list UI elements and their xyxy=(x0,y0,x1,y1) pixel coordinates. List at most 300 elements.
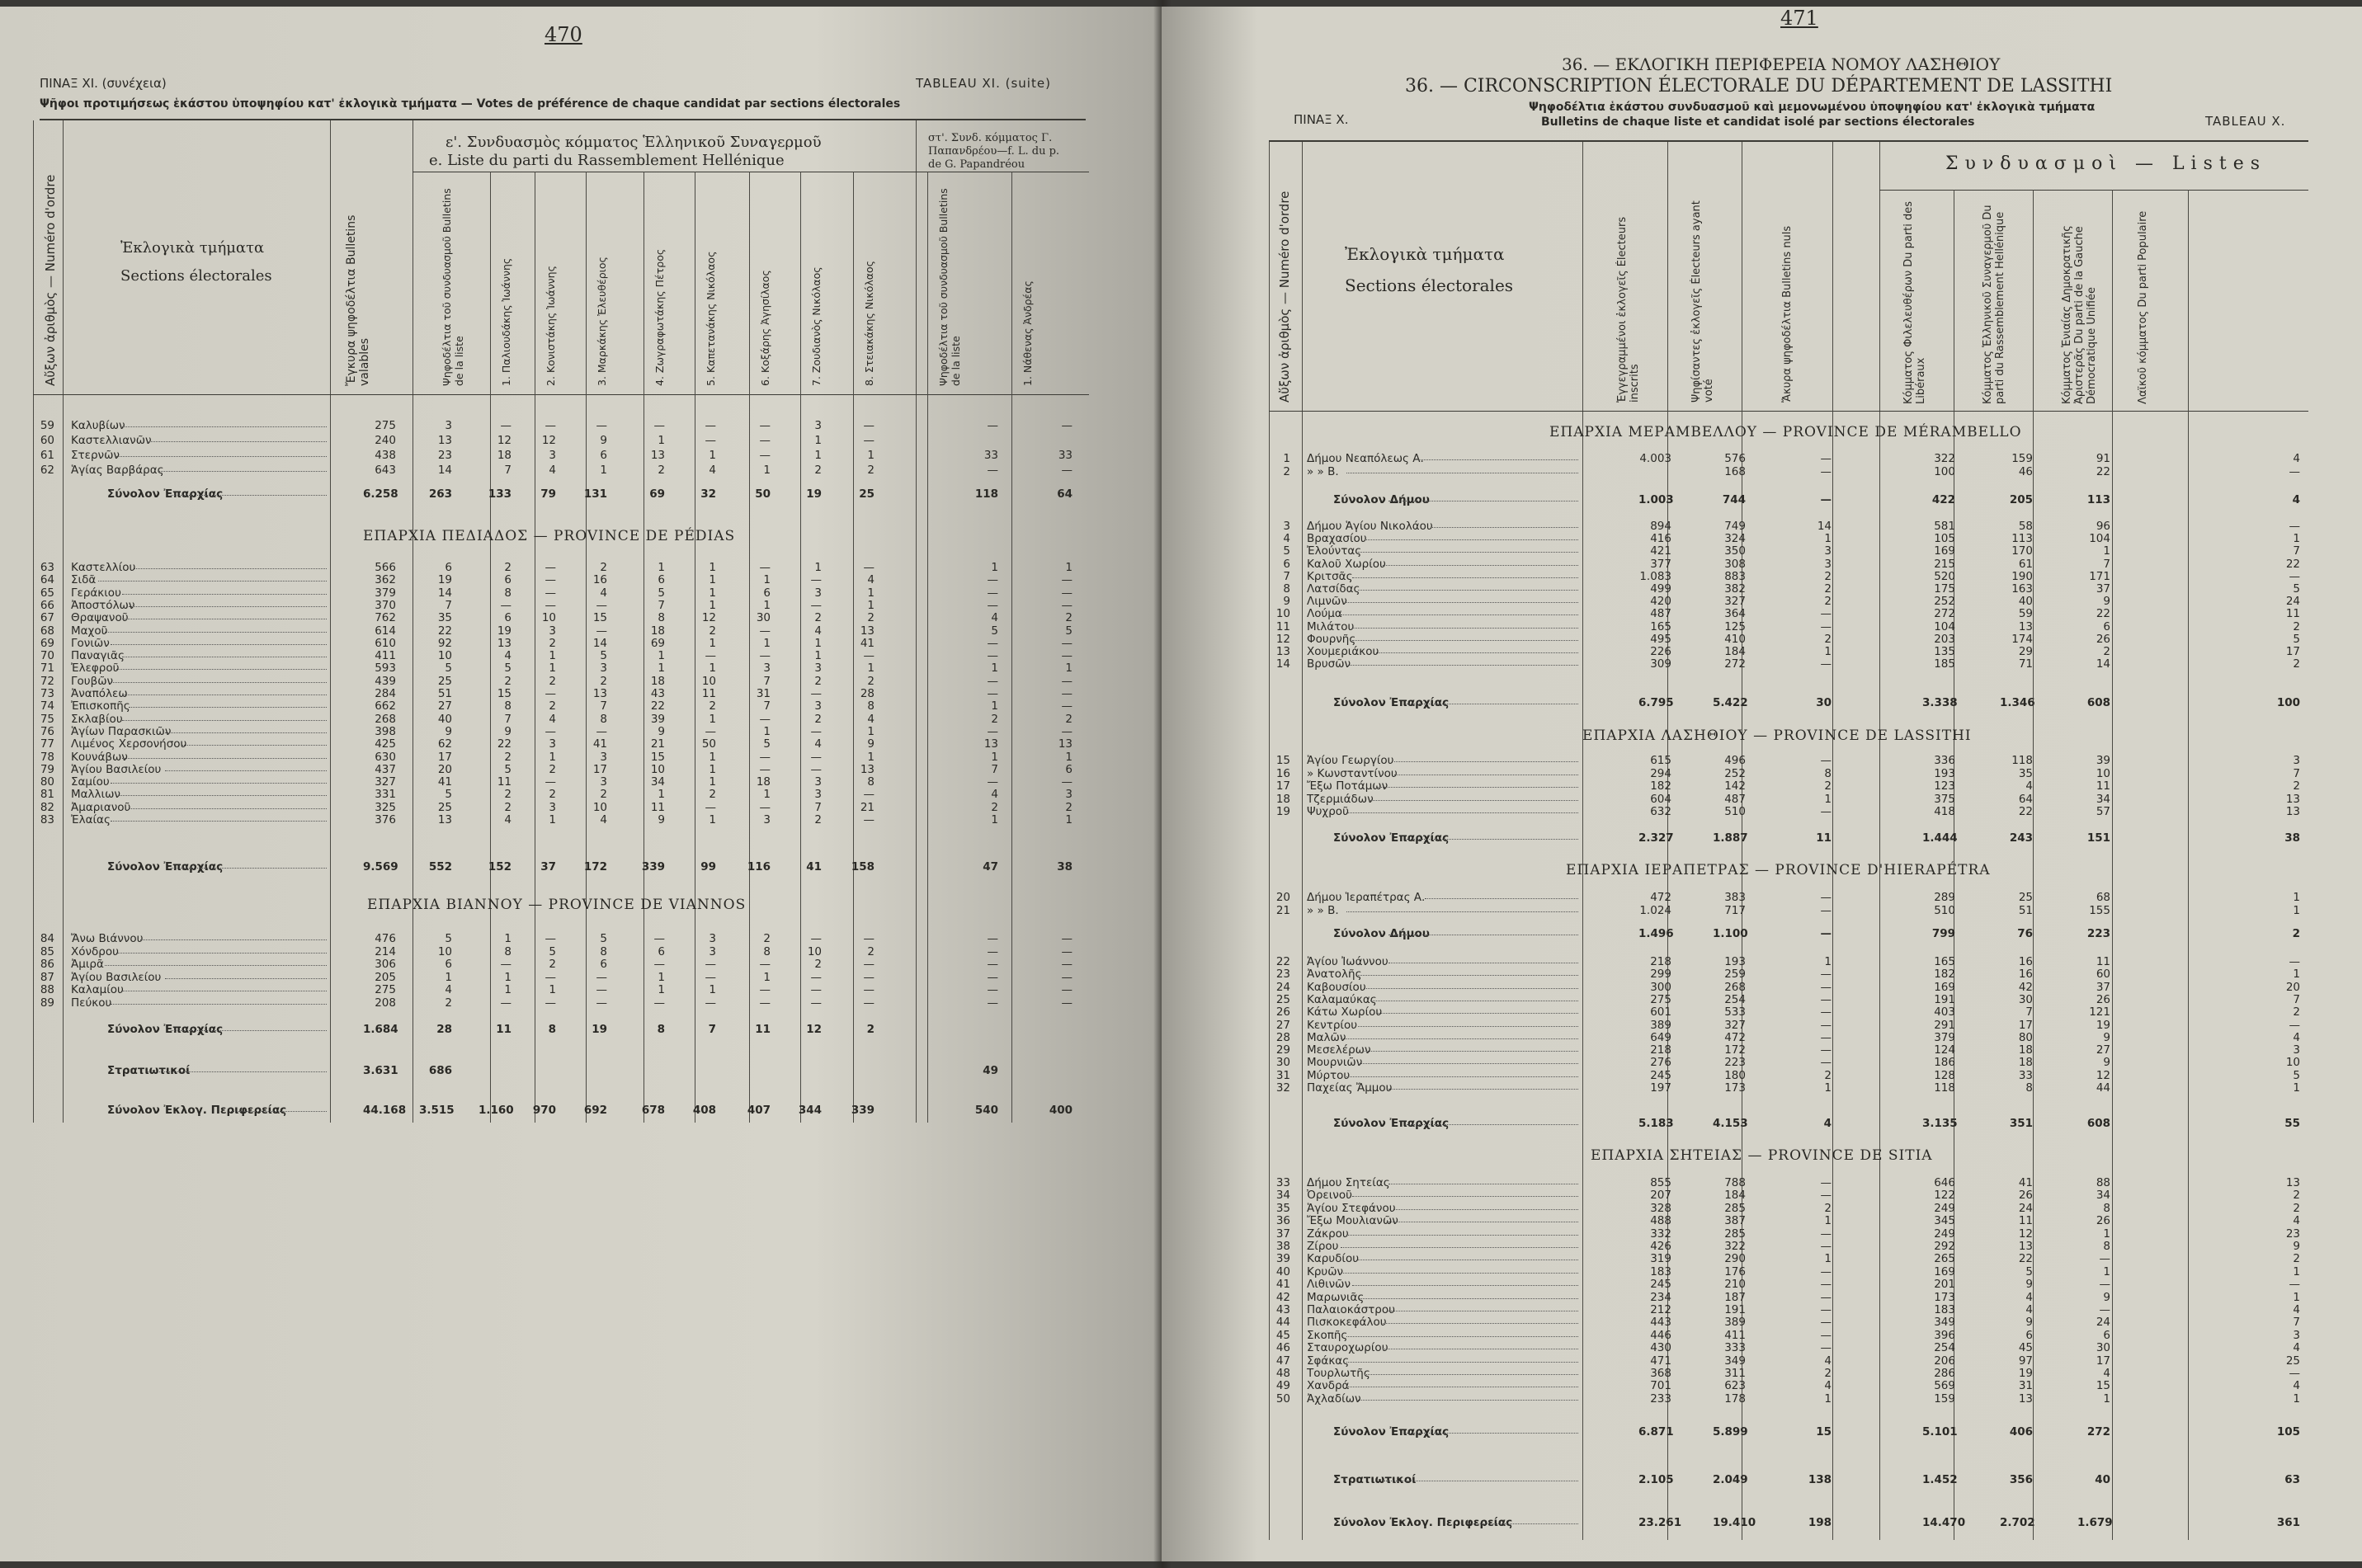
cell-value: 12 xyxy=(806,1023,822,1036)
section-name: Ἁγίου Γεωργίου xyxy=(1307,754,1394,767)
cell-value: 632 xyxy=(1650,805,1671,818)
cell-value: 8 xyxy=(658,611,665,625)
leader-dots xyxy=(231,1111,327,1112)
cell-value: — xyxy=(1820,1176,1832,1189)
cell-value: — xyxy=(705,434,716,447)
row-number: 61 xyxy=(40,449,54,462)
cell-value: 349 xyxy=(1934,1316,1955,1330)
cell-value: 717 xyxy=(1724,903,1746,917)
cell-value: — xyxy=(987,932,998,945)
row-number: 75 xyxy=(40,712,54,726)
cell-value: 11 xyxy=(497,775,512,789)
cell-value: — xyxy=(1061,944,1073,958)
cell-value: 2 xyxy=(2103,645,2110,658)
cell-value: 749 xyxy=(1724,520,1746,533)
cell-value: 193 xyxy=(1724,955,1746,968)
cell-value: 3.135 xyxy=(1922,1117,1958,1130)
page-number: 471 xyxy=(1780,7,1818,30)
cell-value: 9 xyxy=(504,724,512,738)
cell-value: 496 xyxy=(1724,754,1746,767)
province-heading: ΕΠΑΡΧΙΑ ΜΕΡΑΜΒΕΛΛΟΥ — PROVINCE DE MÉRAMBELLO xyxy=(1549,424,2022,440)
cell-value: 38 xyxy=(2284,831,2300,845)
cell-value: — xyxy=(1061,996,1073,1010)
cell-value: 418 xyxy=(1934,805,1955,818)
cell-value: 2 xyxy=(1824,1367,1832,1380)
cell-value: 8 xyxy=(1824,766,1832,780)
cell-value: 2 xyxy=(445,996,452,1010)
row-number: 79 xyxy=(40,762,54,776)
cell-value: — xyxy=(705,419,716,432)
cell-value: 2 xyxy=(814,674,822,688)
leader-dots xyxy=(122,720,327,721)
section-name: Κριτσᾶς xyxy=(1307,569,1353,583)
cell-value: — xyxy=(1061,636,1073,650)
cell-value: 69 xyxy=(650,636,665,650)
cell-value: 22 xyxy=(2096,465,2110,478)
leader-dots xyxy=(1425,898,1578,899)
cell-value: — xyxy=(759,800,771,814)
leader-dots xyxy=(165,732,328,733)
col-line xyxy=(33,120,34,1123)
cell-value: 240 xyxy=(375,434,396,447)
cell-value: — xyxy=(1820,1303,1832,1316)
cell-value: — xyxy=(759,624,771,638)
cell-value: 7 xyxy=(708,1023,716,1036)
cell-value: — xyxy=(545,598,556,612)
cell-value: 37 xyxy=(540,860,556,873)
cell-value: 533 xyxy=(1724,1005,1746,1019)
cell-value: 35 xyxy=(2018,766,2033,780)
rule xyxy=(1879,190,2308,191)
cell-value: 1 xyxy=(709,712,716,726)
cell-value: 31 xyxy=(2018,1379,2033,1393)
cell-value: 576 xyxy=(1724,452,1746,465)
row-number: 66 xyxy=(40,598,54,612)
cell-value: 14.470 xyxy=(1922,1516,1966,1529)
row-number: 43 xyxy=(1275,1303,1290,1316)
cell-value: 1 xyxy=(991,699,998,713)
cell-value: — xyxy=(810,724,822,738)
cell-value: — xyxy=(1820,465,1832,478)
row-number: 87 xyxy=(40,970,54,984)
cell-value: — xyxy=(863,970,875,984)
cell-value: 4 xyxy=(2293,452,2300,465)
cell-value: — xyxy=(987,724,998,738)
cell-value: — xyxy=(2289,955,2300,968)
section-name: Καβουσίου xyxy=(1307,980,1366,994)
cell-value: 33 xyxy=(1058,449,1073,462)
cell-value: 39 xyxy=(2096,754,2110,767)
cell-value: — xyxy=(1061,573,1073,587)
cell-value: 5 xyxy=(445,788,452,802)
cell-value: — xyxy=(1820,968,1832,982)
cell-value: 2.049 xyxy=(1713,1473,1748,1486)
cell-value: 1 xyxy=(709,586,716,600)
cell-value: 3 xyxy=(549,737,556,751)
cell-value: 7 xyxy=(600,699,607,713)
cell-value: 44 xyxy=(2096,1081,2110,1095)
cell-value: 4 xyxy=(504,649,512,663)
cell-value: 2 xyxy=(549,958,556,971)
cell-value: 2 xyxy=(709,788,716,802)
leader-dots xyxy=(1346,1235,1578,1236)
section-name: Ἀμαριανοῦ xyxy=(71,800,131,814)
row-number: 22 xyxy=(1275,955,1290,968)
cell-value: 443 xyxy=(1650,1316,1671,1330)
cell-value: — xyxy=(987,598,998,612)
cell-value: 2 xyxy=(1824,632,1832,646)
cell-value: 1 xyxy=(504,983,512,996)
cell-value: 7 xyxy=(445,598,452,612)
cell-value: 226 xyxy=(1650,645,1671,658)
cell-value: 7 xyxy=(763,699,771,713)
cell-value: 22 xyxy=(2096,607,2110,621)
cell-value: 1 xyxy=(2293,532,2300,546)
row-number: 72 xyxy=(40,674,54,688)
leader-dots xyxy=(129,707,327,708)
section-name: Λιμνῶν xyxy=(1307,595,1347,609)
leader-dots xyxy=(140,939,327,940)
cell-value: — xyxy=(596,598,607,612)
cell-value: 13 xyxy=(2285,1176,2300,1189)
cell-value: — xyxy=(545,687,556,700)
cell-value: 275 xyxy=(375,983,396,996)
cell-value: 13 xyxy=(437,813,452,826)
leader-dots xyxy=(1376,1013,1578,1014)
cell-value: 2 xyxy=(2293,1005,2300,1019)
cell-value: 4 xyxy=(867,712,875,726)
cell-value: — xyxy=(2099,1252,2110,1266)
leader-dots xyxy=(111,644,327,645)
col-line xyxy=(63,120,64,1123)
cell-value: 184 xyxy=(1724,1189,1746,1203)
cell-value: 1.100 xyxy=(1713,927,1748,940)
cell-value: 1.679 xyxy=(2077,1516,2113,1529)
cell-value: 207 xyxy=(1650,1189,1671,1203)
cell-value: 124 xyxy=(1934,1043,1955,1057)
cell-value: 18 xyxy=(650,624,665,638)
cell-value: 1 xyxy=(1065,561,1073,574)
leader-dots xyxy=(1341,1247,1579,1248)
cell-value: 15 xyxy=(2096,1379,2110,1393)
leader-dots xyxy=(122,426,327,427)
row-number: 31 xyxy=(1275,1068,1290,1082)
leader-dots xyxy=(1376,787,1578,788)
cell-value: 2 xyxy=(867,674,875,688)
cell-value: 4 xyxy=(2025,1290,2033,1304)
leader-dots xyxy=(1358,1026,1578,1027)
cell-value: — xyxy=(1061,464,1073,477)
cell-value: 64 xyxy=(1057,487,1073,501)
cell-value: 223 xyxy=(2086,927,2110,940)
leader-dots xyxy=(147,441,327,442)
row-number: 71 xyxy=(40,662,54,676)
section-name: Δήμου Ἁγίου Νικολάου xyxy=(1307,520,1433,533)
cell-value: 1 xyxy=(445,970,452,984)
cell-value: 510 xyxy=(1724,805,1746,818)
cell-value: — xyxy=(705,724,716,738)
cell-value: 361 xyxy=(2276,1516,2300,1529)
cell-value: 92 xyxy=(437,636,452,650)
cell-value: 3 xyxy=(814,775,822,789)
cell-value: 1 xyxy=(814,636,822,650)
cell-value: 1 xyxy=(763,970,771,984)
col-line xyxy=(1879,142,1880,1540)
cell-value: 5 xyxy=(445,662,452,676)
cell-value: 331 xyxy=(375,788,396,802)
cell-value: 13 xyxy=(2018,619,2033,633)
cell-value: 27 xyxy=(437,699,452,713)
cell-value: 1 xyxy=(2103,1391,2110,1406)
cell-value: 263 xyxy=(428,487,452,501)
cell-value: 25 xyxy=(859,487,875,501)
cell-value: 121 xyxy=(2089,1005,2110,1019)
cell-value: 249 xyxy=(1934,1227,1955,1241)
cell-value: 6 xyxy=(445,958,452,971)
col-line xyxy=(1269,142,1270,1540)
cell-value: — xyxy=(1820,1005,1832,1019)
section-name: Μουρνιῶν xyxy=(1307,1056,1363,1070)
cell-value: 12 xyxy=(2096,1068,2110,1082)
cell-value: 17 xyxy=(2018,1018,2033,1032)
leader-dots xyxy=(1365,539,1578,540)
cell-value: 350 xyxy=(1724,544,1746,558)
cell-value: 61 xyxy=(2018,557,2033,571)
cell-value: 33 xyxy=(983,449,998,462)
cell-value: 206 xyxy=(1934,1354,1955,1368)
cell-value: — xyxy=(545,775,556,789)
row-number: 46 xyxy=(1275,1341,1290,1355)
row-number: 1 xyxy=(1283,452,1290,465)
cell-value: 701 xyxy=(1650,1379,1671,1393)
cell-value: 7 xyxy=(504,464,512,477)
cell-value: 19 xyxy=(806,487,822,501)
cell-value: 1 xyxy=(1065,662,1073,676)
cell-value: 319 xyxy=(1650,1252,1671,1266)
cell-value: 18 xyxy=(650,674,665,688)
cell-value: 299 xyxy=(1650,968,1671,982)
cell-value: 233 xyxy=(1650,1391,1671,1406)
cell-value: 79 xyxy=(540,487,556,501)
cell-value: — xyxy=(810,750,822,764)
cell-value: — xyxy=(987,996,998,1010)
row-number: 4 xyxy=(1283,532,1290,546)
cell-value: 100 xyxy=(1934,465,1955,478)
cell-value: 268 xyxy=(375,712,396,726)
cell-value: 292 xyxy=(1934,1240,1955,1253)
cell-value: 97 xyxy=(2018,1354,2033,1368)
cell-value: — xyxy=(705,970,716,984)
cell-value: 105 xyxy=(1934,532,1955,546)
cell-value: 3.631 xyxy=(363,1064,398,1077)
cell-value: 12 xyxy=(2018,1227,2033,1241)
cell-value: 7 xyxy=(2293,544,2300,558)
cell-value: 400 xyxy=(1049,1104,1073,1117)
cell-value: 389 xyxy=(1724,1316,1746,1330)
cell-value: 3.338 xyxy=(1922,696,1958,709)
leader-dots xyxy=(1346,911,1578,912)
cell-value: 14 xyxy=(437,464,452,477)
cell-value: — xyxy=(1061,958,1073,971)
cell-value: — xyxy=(545,573,556,587)
cell-value: 344 xyxy=(798,1104,822,1117)
cell-value: 1.452 xyxy=(1922,1473,1958,1486)
cell-value: 11 xyxy=(2018,1214,2033,1228)
cell-value: 116 xyxy=(747,860,771,873)
cell-value: — xyxy=(2289,520,2300,533)
cell-value: 190 xyxy=(2011,569,2033,583)
cell-value: 6 xyxy=(763,586,771,600)
cell-value: 1 xyxy=(763,464,771,477)
row-number: 38 xyxy=(1275,1240,1290,1253)
cell-value: 33 xyxy=(2018,1068,2033,1082)
cell-value: 9 xyxy=(658,813,665,826)
column-header: 1. Παλιουδάκης Ἰωάννης xyxy=(500,257,512,386)
cell-value: — xyxy=(2289,1018,2300,1032)
table-label-fr: TABLEAU XI. (suite) xyxy=(916,76,1051,91)
section-name: Ὀρεινοῦ xyxy=(1307,1189,1352,1203)
cell-value: 49 xyxy=(983,1064,998,1077)
row-number: 83 xyxy=(40,813,54,826)
cell-value: 2 xyxy=(709,624,716,638)
cell-value: 19 xyxy=(497,624,512,638)
cell-value: — xyxy=(653,996,665,1010)
row-number: 30 xyxy=(1275,1056,1290,1070)
section-name: Σκοπῆς xyxy=(1307,1328,1348,1342)
row-number: 16 xyxy=(1275,766,1290,780)
cell-value: 254 xyxy=(1724,992,1746,1006)
cell-value: 1 xyxy=(867,662,875,676)
column-header: Κόμματος Ἑνιαίας Δημοκρατικῆς Ἀριστερᾶς Du parti de la Gauche Démocratique Unifiée xyxy=(2061,225,2098,404)
row-number: 69 xyxy=(40,636,54,650)
cell-value: 57 xyxy=(2096,805,2110,818)
cell-value: 175 xyxy=(1934,582,1955,596)
cell-value: 80 xyxy=(2018,1030,2033,1044)
order-header: Αὔξων ἀριθμὸς — Numéro d'ordre xyxy=(43,174,58,386)
cell-value: 615 xyxy=(1650,754,1671,767)
cell-value: 44.168 xyxy=(363,1104,407,1117)
cell-value: 34 xyxy=(2096,792,2110,806)
cell-value: 2 xyxy=(2292,927,2300,940)
cell-value: 151 xyxy=(2086,831,2110,845)
row-number: 6 xyxy=(1283,557,1290,571)
cell-value: 184 xyxy=(1724,645,1746,658)
cell-value: — xyxy=(759,561,771,574)
leader-dots xyxy=(158,471,327,472)
cell-value: 4 xyxy=(991,788,998,802)
leader-dots xyxy=(1394,761,1578,762)
cell-value: 2 xyxy=(504,788,512,802)
col-line xyxy=(2112,190,2113,1540)
cell-value: 193 xyxy=(1934,766,1955,780)
leader-dots xyxy=(171,1030,327,1031)
cell-value: — xyxy=(1061,598,1073,612)
row-number: 14 xyxy=(1275,657,1290,671)
cell-value: 265 xyxy=(1934,1252,1955,1266)
cell-value: 3 xyxy=(709,932,716,945)
cell-value: 1 xyxy=(814,449,822,462)
cell-value: 1 xyxy=(1065,750,1073,764)
cell-value: 377 xyxy=(1650,557,1671,571)
section-name: Μαρωνιᾶς xyxy=(1307,1290,1365,1304)
cell-value: 284 xyxy=(375,687,396,700)
section-name: Καλαμαύκας xyxy=(1307,992,1377,1006)
cell-value: 692 xyxy=(583,1104,607,1117)
row-number: 18 xyxy=(1275,792,1290,806)
cell-value: 686 xyxy=(428,1064,452,1077)
cell-value: 10 xyxy=(2096,766,2110,780)
cell-value: 104 xyxy=(2089,532,2110,546)
leader-dots xyxy=(1346,1362,1578,1363)
cell-value: 1 xyxy=(867,724,875,738)
cell-value: 362 xyxy=(375,573,396,587)
cell-value: 212 xyxy=(1650,1303,1671,1316)
section-name: Στρατιωτικοί xyxy=(1333,1473,1417,1486)
cell-value: 17 xyxy=(437,750,452,764)
cell-value: 2 xyxy=(549,788,556,802)
cell-value: 10 xyxy=(437,944,452,958)
cell-value: 50 xyxy=(701,737,716,751)
cell-value: 1 xyxy=(1824,1252,1832,1266)
cell-value: — xyxy=(810,996,822,1010)
sections-header-gr: Ἐκλογικὰ τμήματα xyxy=(1345,244,1505,264)
cell-value: 356 xyxy=(2009,1473,2033,1486)
cell-value: 788 xyxy=(1724,1176,1746,1189)
cell-value: 39 xyxy=(650,712,665,726)
cell-value: 2.702 xyxy=(2000,1516,2035,1529)
cell-value: — xyxy=(863,932,875,945)
leader-dots xyxy=(111,682,327,683)
cell-value: 7 xyxy=(2103,557,2110,571)
row-number: 73 xyxy=(40,687,54,700)
cell-value: 1.346 xyxy=(2000,696,2035,709)
col-line xyxy=(927,172,928,1123)
cell-value: 113 xyxy=(2086,493,2110,506)
cell-value: 133 xyxy=(488,487,512,501)
cell-value: 2 xyxy=(1824,779,1832,793)
leader-dots xyxy=(1358,975,1578,976)
sections-header-fr: Sections électorales xyxy=(120,267,272,285)
cell-value: 322 xyxy=(1724,1240,1746,1253)
cell-value: 9 xyxy=(445,724,452,738)
leader-dots xyxy=(105,632,328,633)
cell-value: 6.258 xyxy=(363,487,398,501)
section-name: Δήμου Ἱεραπέτρας Α. xyxy=(1307,891,1426,904)
cell-value: 63 xyxy=(2284,1473,2300,1486)
cell-value: 311 xyxy=(1724,1367,1746,1380)
cell-value: 8 xyxy=(504,944,512,958)
cell-value: 3 xyxy=(814,419,822,432)
cell-value: 610 xyxy=(375,636,396,650)
cell-value: 411 xyxy=(1724,1328,1746,1342)
leader-dots xyxy=(1370,800,1578,801)
cell-value: 3 xyxy=(549,624,556,638)
cell-value: — xyxy=(1820,1316,1832,1330)
cell-value: 55 xyxy=(2284,1117,2300,1130)
table-subtitle: Ψῆφοι προτιμήσεως ἑκάστου ὑποψηφίου κατ' ἐκλογικὰ τμήματα — Votes de préférence de chaque candidat par sections électorales xyxy=(40,97,901,111)
cell-value: 26 xyxy=(2096,1214,2110,1228)
cell-value: 5 xyxy=(2293,632,2300,646)
cell-value: 1.887 xyxy=(1713,831,1748,845)
row-number: 7 xyxy=(1283,569,1290,583)
cell-value: 13 xyxy=(983,737,998,751)
column-header: 8. Στειακάκης Νικόλαος xyxy=(863,261,875,386)
cell-value: 407 xyxy=(747,1104,771,1117)
section-name: Στρατιωτικοί xyxy=(107,1064,191,1077)
cell-value: 25 xyxy=(437,674,452,688)
cell-value: 322 xyxy=(1934,452,1955,465)
row-number: 88 xyxy=(40,983,54,996)
